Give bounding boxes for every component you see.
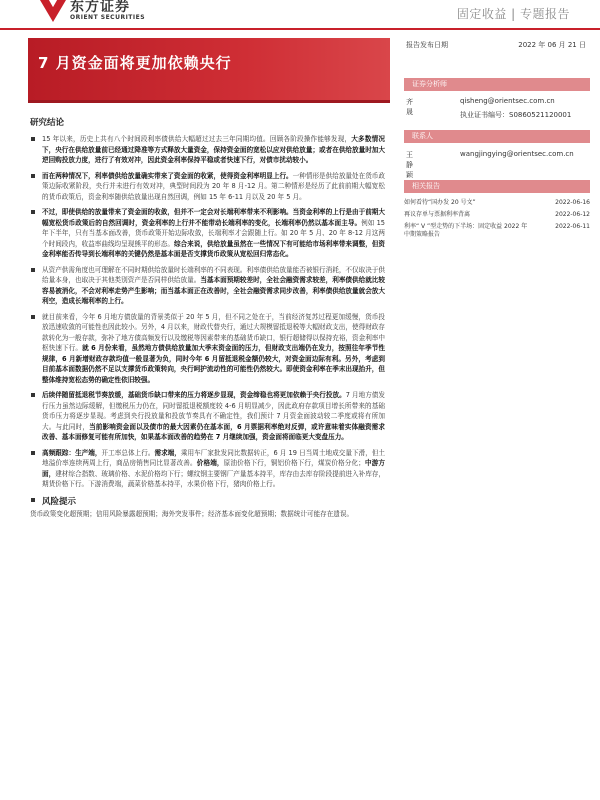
research-conclusions	[30, 116, 385, 519]
risk-title: 风险提示	[30, 495, 385, 507]
related-report-date: 2022-06-12	[555, 211, 590, 218]
company-logo	[40, 0, 145, 22]
related-report-item[interactable]	[404, 199, 590, 209]
publish-date-label: 报告发布日期	[406, 41, 448, 49]
related-report-item[interactable]	[404, 211, 590, 221]
conclusion-paragraph: 就目前来看，今年 6 月地方债放量的背景类似于 20 年 5 月，但不同之处在于，当前经济复苏过程更加缓慢，货币投放迅速收敛的可能性也因此较小。另外，4 月以来，财政代替央行，通过大规模留抵退税等大幅财政支出，使得财政存款转化为一般存款，弥补了地方债高频发行以及缴税等因素带来的基础货币缺口，银行超储得以保持充裕，资金利率中枢快速下行。就 6 月份来看，虽然地方债供给放量加大季末资金面的压力，但财政支出端仍在发力，按照往年季节性规律，6 月新增财政存款均值一般显著为负，同时今年 6 月留抵退税金额仍较大，对资金面边际有利。另外，考虑到目前基本面数据仍然不足以支撑货币政策转向，央行呵护流动性的可能性仍然较大。即使资金利率在季末出现抬升，但整体维持宽松态势的确定性依旧较强。	[30, 312, 385, 386]
header-divider	[0, 28, 600, 30]
analyst-email[interactable]: qisheng@orientsec.com.cn	[460, 97, 555, 105]
title-banner	[28, 38, 390, 100]
related-report-date: 2022-06-11	[555, 223, 590, 230]
conclusion-paragraph: 高频跟踪：生产端，开工率总体上行。需求端，乘用车厂家批发同比数据转正，6 月 19 日当周土地成交量下滑，但土地溢价率连续两周上行，商品房销售同比显著改善。价格端，原油价格下行，铜铝价格下行，煤炭价格分化；中游方面，建材综合指数、玻璃价格、水泥价格均下行；螺纹钢主要钢厂产量基本持平，库存由去库存阶段提前进入补库存，期货价格下行。下游消费端，蔬菜价格基本持平，水果价格下行，猪肉价格上行。	[30, 448, 385, 490]
section-title: 研究结论	[30, 118, 65, 128]
contact-box-header: 联系人	[404, 130, 590, 143]
conclusion-paragraph: 从资产供需角度也可理解在不同时期供给放量时长端利率的不同表现。利率债供给放量能否被银行消耗，不仅取决于供给量本身，也取决于其他类别资产是否同样供给放量。当基本面预期较差时，全社会融资需求较差，利率债供给就比较容易被消化，不会对利率走势产生影响；而当基本面正在改善时，全社会融资需求同步改善，利率债供给放量就会放大利空，造成长端利率的上行。	[30, 265, 385, 307]
analyst-box-header: 证券分析师	[404, 78, 590, 91]
conclusion-paragraph: 不过，即使供给的放量带来了资金面的收敛，但并不一定会对长端利率带来不利影响。当资金利率的上行是由于前期大幅宽松货币政策后的自然回调时，资金利率的上行并不能带动长端利率的变化，长端利率仍然以基本面主导。例如 15 年下半年，只有当基本面改善，货币政策开始边际收敛，长端利率才会跟随上行。如 20 年 5 月、20 年 8-12 月这两个时间段内，收益率曲线均呈现熊平的形态。综合来说，供给放量虽然在一些情况下有可能给市场利率带来调整，但资金利率能否传导到长端利率的关键仍然是基本面是否支撑货币政策从宽松回归常态化。	[30, 207, 385, 260]
report-title: 7 月资金面将更加依赖央行	[38, 54, 232, 72]
contact-email[interactable]: wangjingying@orientsec.com.cn	[460, 150, 574, 158]
logo-chinese-name: 东方证券	[70, 0, 130, 15]
publish-date-value: 2022 年 06 月 21 日	[518, 41, 586, 49]
banner-underline	[28, 100, 390, 103]
orient-logo-icon	[40, 0, 66, 22]
conclusion-paragraph: 15 年以来，历史上共有八个时间段利率债供给大幅超过过去三年同期均值。回顾各阶段操作能够发现，大多数情况下，央行在供给放量前已经通过降准等方式释放大量资金，保持资金面的宽松以应对供给放量；或者在供给放量时加大逆回购投放力度，进行了有效对冲，因此资金利率保持平稳或者快速下行，对债市扰动较小。	[30, 134, 385, 166]
analyst-name: 齐晟	[406, 98, 413, 116]
logo-english-name: ORIENT SECURITIES	[70, 14, 146, 21]
related-report-title[interactable]: 利率“ V ”型走势的下半场：固定收益 2022 年中期策略报告	[404, 223, 528, 238]
conclusion-paragraph: 后续伴随留抵退税节奏放缓，基础货币缺口带来的压力将逐步显现，资金缔稳也将更加依赖于央行投放。7 月地方债发行压力虽然边际缓解，但缴税压力仍在，同时留抵退税额度较 4-6 月明显减少，因此政府存款项目增长所带来的基础货币压力将逐步显现。考虑到央行投放量和投放节奏具有不确定性，我们预计 7 月资金面波动较二季度或将有所加大。与此同时，当前影响资金面以及债市的最大因素仍在基本面，6 月票据利率绝对反弹，或许意味着实体融资需求改善、基本面修复可能有所加快，如果基本面改善的趋势在 7 月继续加强，资金面将面临更大变盘压力。	[30, 390, 385, 443]
related-box-header: 相关报告	[404, 180, 590, 193]
risk-text: 货币政策变化超预期；信用风险暴露超预期；海外突发事件；经济基本面变化超预期；数据统计可能存在遗误。	[30, 509, 354, 518]
related-report-date: 2022-06-16	[555, 199, 590, 206]
conclusion-paragraph: 而在两种情况下，利率债供给放量确实带来了资金面的收紧，使得资金利率明显上行。一种情形是供给放量处在货币政策边际收紧阶段，央行并未进行有效对冲，典型时间段为 20 年 8 月-12 月。第二种情形是经历了此前前期大幅宽松的货币政策后，资金利率随供给放量出现自然回调，例如 15 年 6-11 月以及 20 年 5 月。	[30, 171, 385, 203]
related-report-title[interactable]: 如何看待“国办发 20 号文”	[404, 199, 476, 206]
related-report-title[interactable]: 再议存单与票据利率背离	[404, 211, 471, 218]
analyst-cert: 执业证书编号：S0860521120001	[460, 111, 572, 119]
related-report-item[interactable]	[404, 223, 590, 241]
contact-name: 王静颖	[406, 151, 413, 179]
publish-date-row	[406, 40, 586, 50]
report-header	[0, 0, 600, 28]
report-type: 固定收益 | 专题报告	[456, 7, 570, 21]
